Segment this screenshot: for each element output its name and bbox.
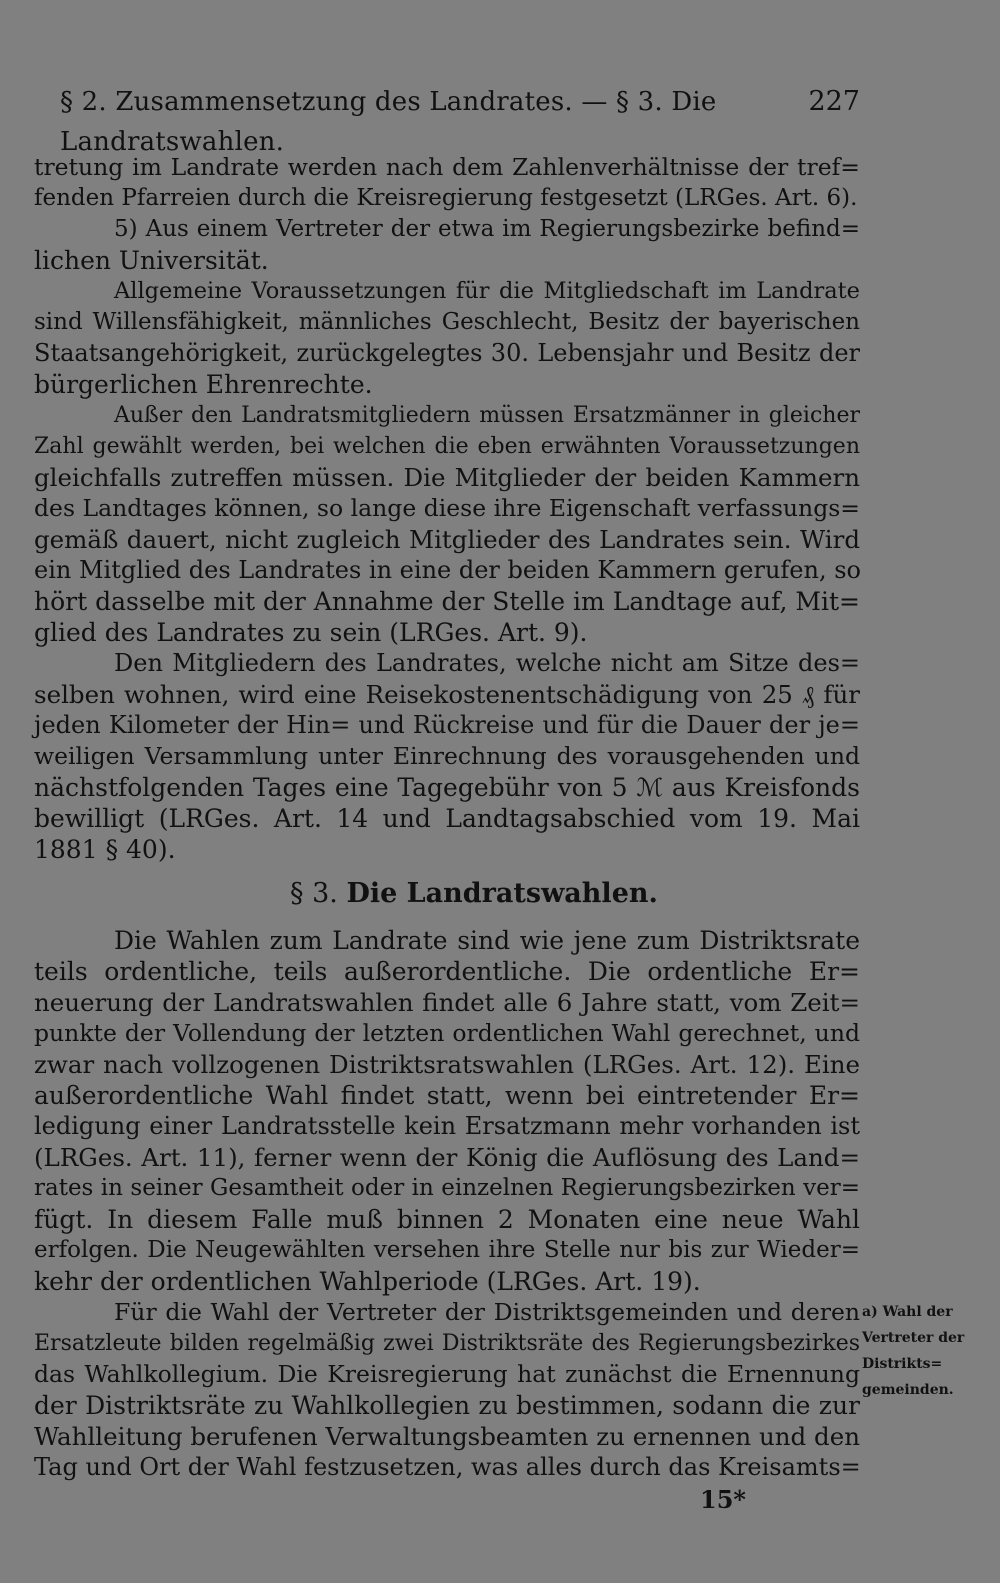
text-line: des Landtages können, so lange diese ihre Eigenschaft verfassungs= <box>34 494 860 522</box>
text-line: bewilligt (LRGes. Art. 14 und Landtagsabschied vom 19. Mai <box>34 804 860 833</box>
text-line: zwar nach vollzogenen Distriktsratswahlen (LRGes. Art. 12). Eine <box>34 1050 860 1079</box>
text-line: nächstfolgenden Tages eine Tagegebühr von 5 ℳ aus Kreisfonds <box>34 773 860 802</box>
text-line: Tag und Ort der Wahl festzusetzen, was alles durch das Kreisamts= <box>34 1453 861 1481</box>
text-line: punkte der Vollendung der letzten ordentlichen Wahl gerechnet, und <box>34 1019 860 1047</box>
text-line: glied des Landrates zu sein (LRGes. Art. 9). <box>34 618 588 647</box>
text-line: bürgerlichen Ehrenrechte. <box>34 370 373 399</box>
text-line: fügt. In diesem Falle muß binnen 2 Monaten eine neue Wahl <box>34 1205 860 1234</box>
text-line: jeden Kilometer der Hin= und Rückreise und für die Dauer der je= <box>34 711 860 739</box>
text-line: fenden Pfarreien durch die Kreisregierung festgesetzt (LRGes. Art. 6). <box>34 185 858 211</box>
text-line: das Wahlkollegium. Die Kreisregierung hat zunächst die Ernennung <box>34 1360 860 1388</box>
text-line: erfolgen. Die Neugewählten versehen ihre Stelle nur bis zur Wieder= <box>34 1237 860 1263</box>
printer-signature: 15* <box>700 1485 746 1514</box>
running-header <box>60 82 860 157</box>
running-title: § 2. Zusammensetzung des Landrates. — § 3. Die Landratswahlen. <box>60 87 717 157</box>
text-line: 5) Aus einem Vertreter der etwa im Regierungsbezirke befind= <box>114 216 860 242</box>
text-line: rates in seiner Gesamtheit oder in einzelnen Regierungsbezirken ver= <box>34 1175 860 1201</box>
margin-note-line: Distrikts= <box>862 1356 943 1372</box>
text-line: gemäß dauert, nicht zugleich Mitglieder des Landrates sein. Wird <box>34 525 860 554</box>
margin-note-line: gemeinden. <box>862 1382 954 1398</box>
text-line: lichen Universität. <box>34 246 269 275</box>
text-line: weiligen Versammlung unter Einrechnung des vorausgehenden und <box>34 742 860 770</box>
text-line: Für die Wahl der Vertreter der Distriktsgemeinden und deren <box>114 1298 860 1326</box>
text-line: Ersatzleute bilden regelmäßig zwei Distriktsräte des Regierungsbezirkes <box>34 1331 860 1356</box>
text-line: hört dasselbe mit der Annahme der Stelle im Landtage auf, Mit= <box>34 587 860 616</box>
section-number: § 3. <box>290 878 338 909</box>
margin-note-line: a) Wahl der <box>862 1304 953 1320</box>
text-line: 1881 § 40). <box>34 835 176 864</box>
text-line: Staatsangehörigkeit, zurückgelegtes 30. Lebensjahr und Besitz der <box>34 339 860 367</box>
text-line: der Distriktsräte zu Wahlkollegien zu bestimmen, sodann die zur <box>34 1391 860 1420</box>
text-line: Wahlleitung berufenen Verwaltungsbeamten zu ernennen und den <box>34 1422 860 1451</box>
text-line: gleichfalls zutreffen müssen. Die Mitglieder der beiden Kammern <box>34 463 860 492</box>
text-line: Außer den Landratsmitgliedern müssen Ersatzmänner in gleicher <box>114 403 860 428</box>
text-line: sind Willensfähigkeit, männliches Geschlecht, Besitz der bayerischen <box>34 309 860 335</box>
text-line: tretung im Landrate werden nach dem Zahlenverhältnisse der tref= <box>34 153 860 181</box>
margin-note-line: Vertreter der <box>862 1330 965 1346</box>
text-line: ein Mitglied des Landrates in eine der beiden Kammern gerufen, so <box>34 556 861 584</box>
text-line: teils ordentliche, teils außerordentliche. Die ordentliche Er= <box>34 957 860 986</box>
text-line: Zahl gewählt werden, bei welchen die eben erwähnten Voraussetzungen <box>34 434 860 459</box>
section-title: Die Landratswahlen. <box>346 878 658 909</box>
text-line: ledigung einer Landratsstelle kein Ersatzmann mehr vorhanden ist <box>34 1112 860 1140</box>
text-line: (LRGes. Art. 11), ferner wenn der König die Auflösung des Land= <box>34 1143 860 1172</box>
text-line: Die Wahlen zum Landrate sind wie jene zum Distriktsrate <box>114 926 860 955</box>
text-line: selben wohnen, wird eine Reisekostenentschädigung von 25 ₰ für <box>34 680 860 709</box>
text-line: Den Mitgliedern des Landrates, welche nicht am Sitze des= <box>114 649 860 677</box>
text-line: kehr der ordentlichen Wahlperiode (LRGes. Art. 19). <box>34 1267 701 1296</box>
page-number: 227 <box>808 86 860 117</box>
text-line: neuerung der Landratswahlen findet alle 6 Jahre statt, vom Zeit= <box>34 988 860 1017</box>
section-heading <box>290 876 710 912</box>
text-line: außerordentliche Wahl findet statt, wenn bei eintretender Er= <box>34 1081 860 1110</box>
text-line: Allgemeine Voraussetzungen für die Mitgliedschaft im Landrate <box>114 278 860 304</box>
